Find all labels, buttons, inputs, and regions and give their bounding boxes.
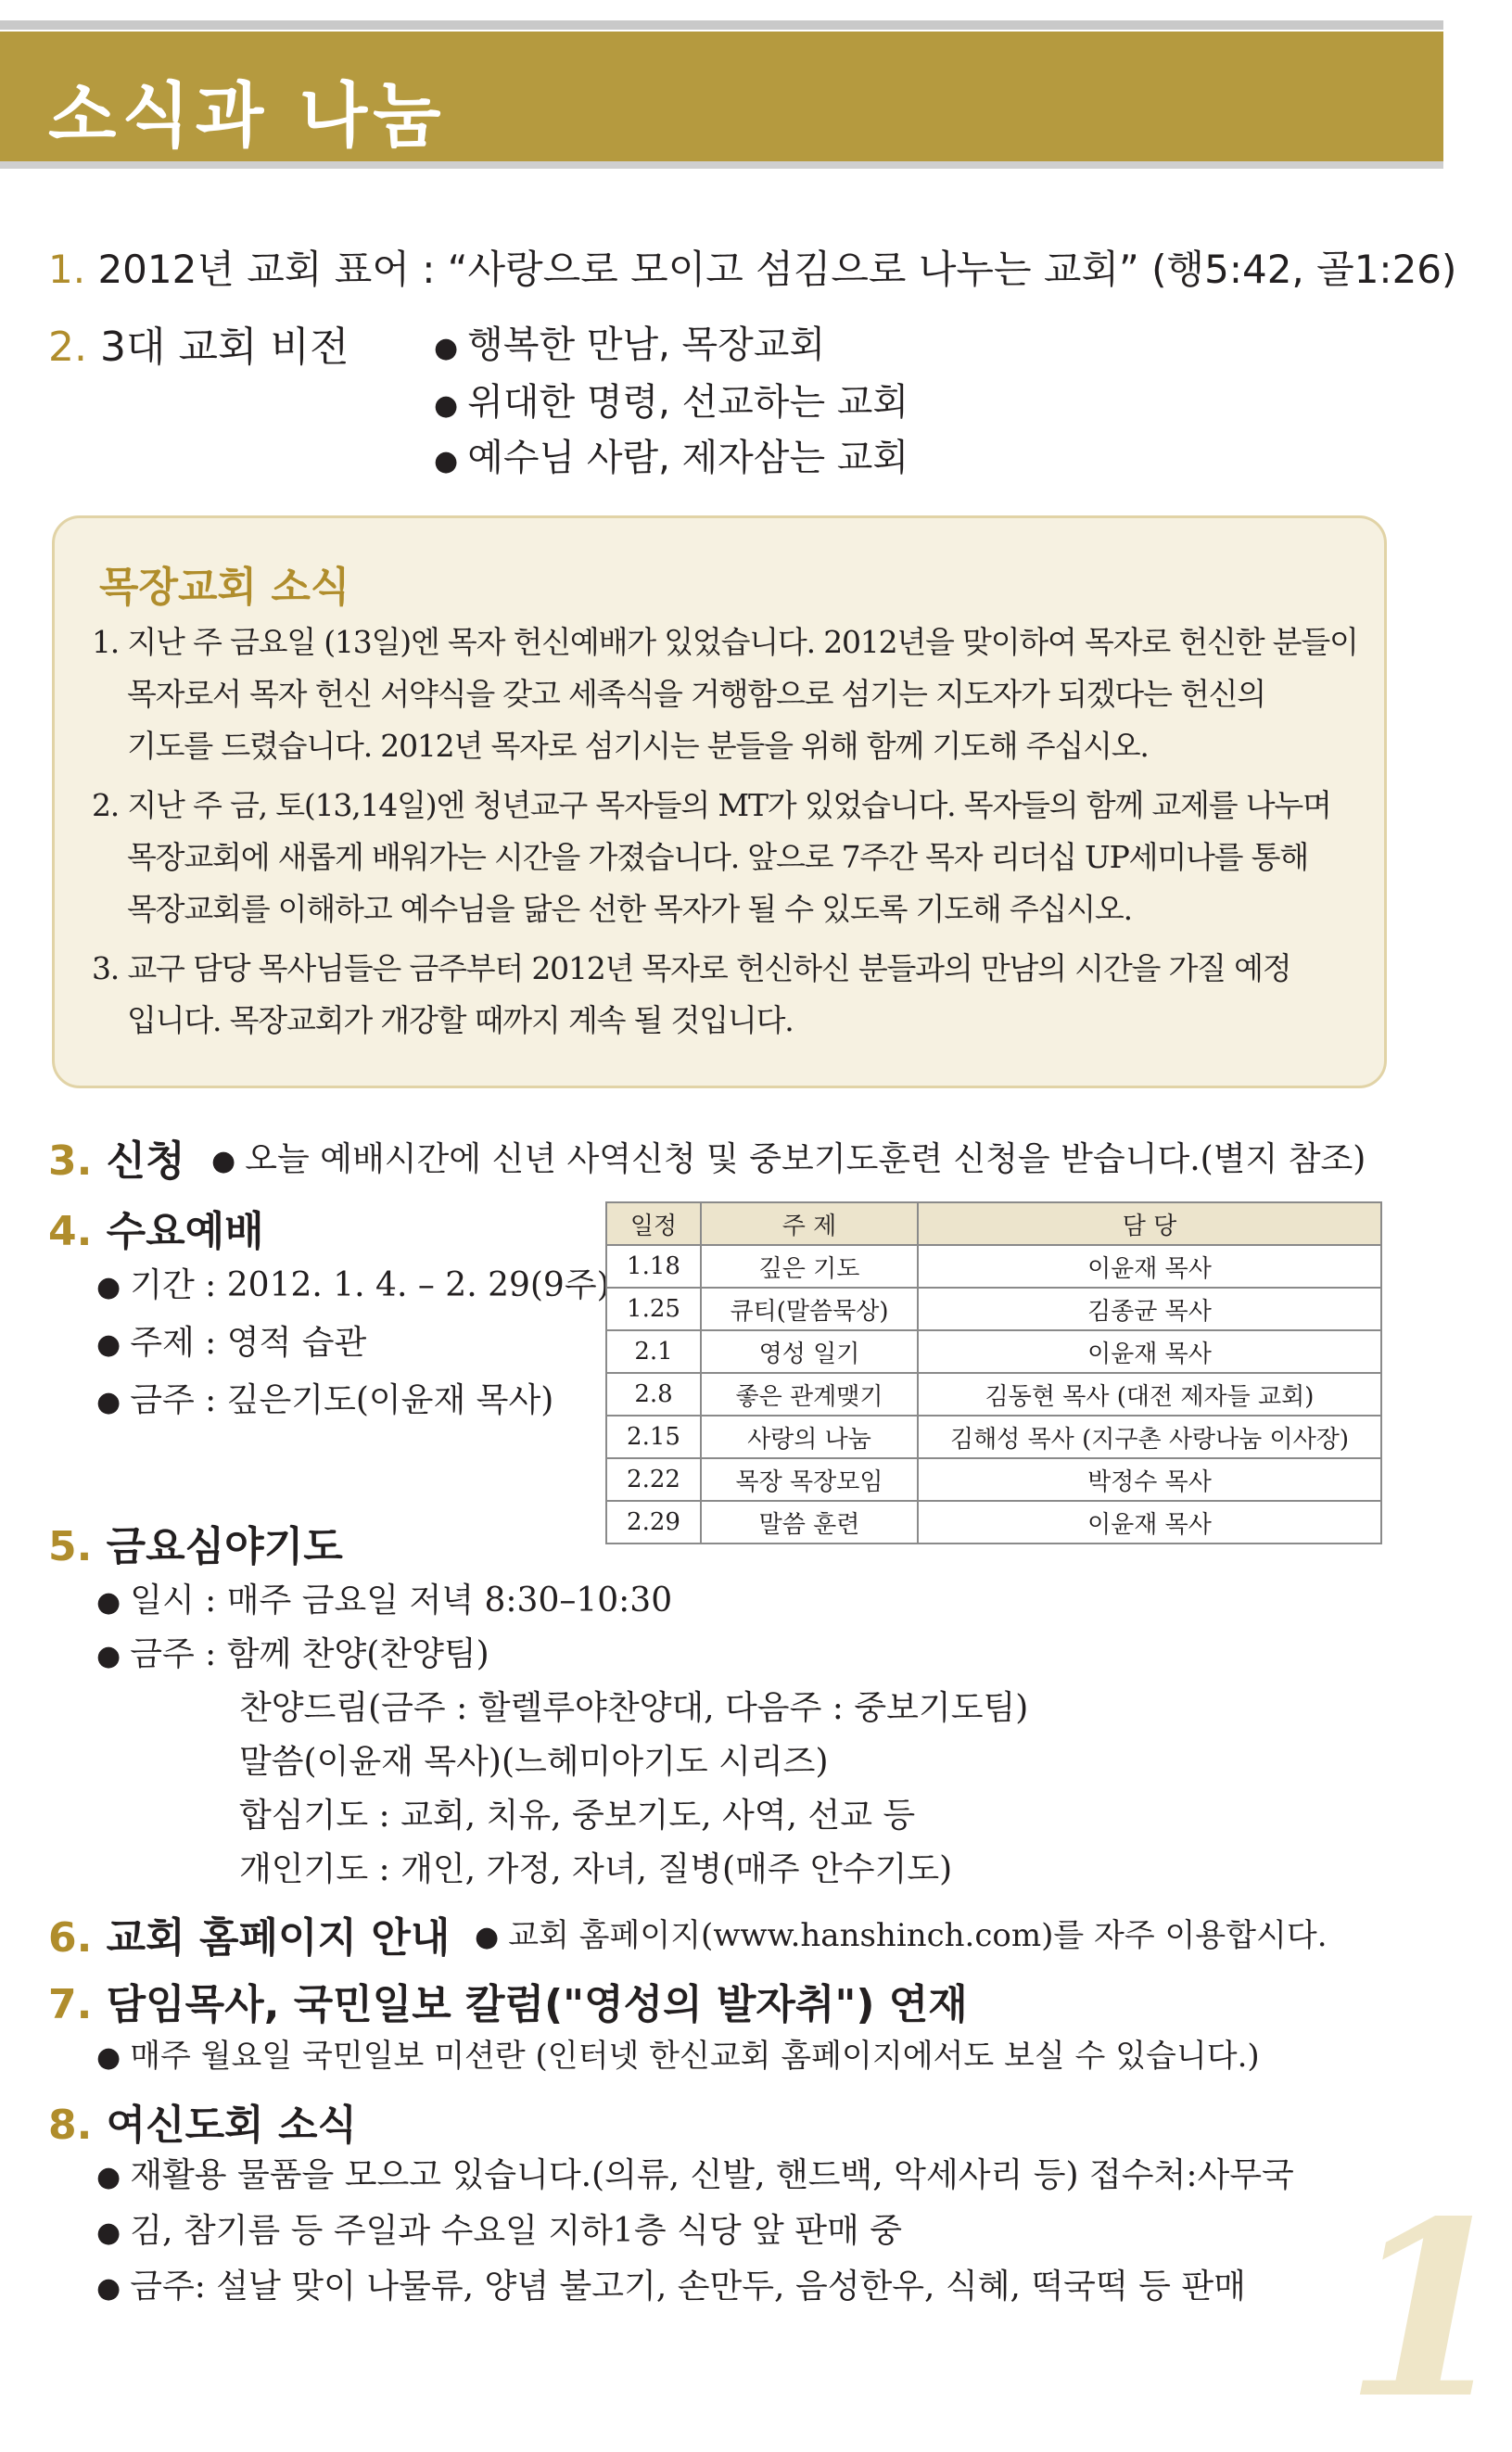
- bullet-icon: ●: [96, 1586, 121, 1619]
- friday-prayer-heading: [48, 1513, 343, 1572]
- speaker-cell: 김종균 목사: [918, 1288, 1381, 1330]
- column-label: 담임목사, 국민일보 칼럼("영성의 발자취") 연재: [106, 1981, 968, 2028]
- mokjang-line: 기도를 드렸습니다. 2012년 목자로 섬기시는 분들을 위해 함께 기도해 주십시오.: [127, 728, 1149, 764]
- topic-cell: 말씀 훈련: [701, 1501, 918, 1544]
- womens-group-item: ● 금주: 설날 맞이 나물류, 양념 불고기, 손만두, 음성한우, 식혜, 떡국떡 등 판매: [96, 2268, 1246, 2306]
- topic-cell: 깊은 기도: [701, 1245, 918, 1288]
- date-cell: 2.1: [606, 1330, 701, 1373]
- wednesday-this-week: ● 금주 : 깊은기도(이윤재 목사): [96, 1381, 554, 1419]
- speaker-cell: 김해성 목사 (지구촌 사랑나눔 이사장): [918, 1416, 1381, 1458]
- table-row: [606, 1373, 1381, 1416]
- bullet-icon: ●: [96, 1386, 121, 1418]
- table-row: [606, 1245, 1381, 1288]
- womens-group-item: ● 재활용 물품을 모으고 있습니다.(의류, 신발, 핸드백, 악세사리 등) 접수처:사무국: [96, 2156, 1294, 2194]
- bullet-icon: ●: [96, 2041, 121, 2074]
- item-number: 7.: [48, 1981, 93, 2028]
- friday-prayer-label: 금요심야기도: [106, 1523, 343, 1570]
- page-number: 1: [1344, 2169, 1512, 2452]
- table-row: [606, 1416, 1381, 1458]
- bullet-icon: ●: [434, 332, 459, 364]
- header-banner: [0, 32, 1443, 169]
- mokjang-line: 입니다. 목장교회가 개강할 때까지 계속 될 것입니다.: [127, 1002, 794, 1038]
- bullet-icon: ●: [434, 445, 459, 477]
- bullet-icon: ●: [96, 1328, 121, 1361]
- bullet-icon: ●: [475, 1921, 500, 1953]
- womens-group-item: ● 김, 참기름 등 주일과 수요일 지하1층 식당 앞 판매 중: [96, 2212, 903, 2250]
- bullet-icon: ●: [211, 1145, 236, 1177]
- womens-group-label: 여신도회 소식: [106, 2102, 358, 2149]
- friday-detail: 말씀(이윤재 목사)(느헤미아기도 시리즈): [239, 1743, 829, 1781]
- page-title: 소식과 나눔: [48, 74, 447, 157]
- vision-item: ● 예수님 사람, 제자삼는 교회: [434, 437, 909, 479]
- bullet-icon: ●: [96, 2217, 121, 2249]
- top-rule: [0, 20, 1443, 30]
- motto-text: 2012년 교회 표어 : “사랑으로 모이고 섬김으로 나누는 교회” (행5:42, 골1:26): [97, 247, 1457, 292]
- homepage-text: ● 교회 홈페이지(www.hanshinch.com)를 자주 이용합시다.: [475, 1917, 1328, 1954]
- date-cell: 1.25: [606, 1288, 701, 1330]
- friday-this-week: ● 금주 : 함께 찬양(찬양팀): [96, 1635, 489, 1673]
- column-header: 일정: [606, 1202, 701, 1245]
- date-cell: 1.18: [606, 1245, 701, 1288]
- mokjang-line: 1. 지난 주 금요일 (13일)엔 목자 헌신예배가 있었습니다. 2012년을 맞이하여 목자로 헌신한 분들이: [92, 624, 1358, 660]
- wednesday-label: 수요예배: [106, 1208, 264, 1255]
- column-header: 담 당: [918, 1202, 1381, 1245]
- mokjang-line: 2. 지난 주 금, 토(13,14일)엔 청년교구 목자들의 MT가 있었습니다. 목자들의 함께 교제를 나누며: [92, 787, 1331, 823]
- friday-time: ● 일시 : 매주 금요일 저녁 8:30–10:30: [96, 1582, 673, 1620]
- topic-cell: 영성 일기: [701, 1330, 918, 1373]
- bullet-icon: ●: [96, 2161, 121, 2193]
- friday-detail: 찬양드림(금주 : 할렐루야찬양대, 다음주 : 중보기도팀): [239, 1689, 1029, 1727]
- womens-group-heading: [48, 2091, 357, 2151]
- mokjang-line: 목장교회에 새롭게 배워가는 시간을 가졌습니다. 앞으로 7주간 목자 리더십 UP세미나를 통해: [127, 839, 1309, 875]
- item-number: 4.: [48, 1208, 93, 1255]
- topic-cell: 사랑의 나눔: [701, 1416, 918, 1458]
- homepage-heading: [48, 1904, 450, 1963]
- speaker-cell: 이윤재 목사: [918, 1245, 1381, 1288]
- homepage-label: 교회 홈페이지 안내: [106, 1914, 451, 1962]
- table-row: [606, 1330, 1381, 1373]
- mokjang-line: 3. 교구 담당 목사님들은 금주부터 2012년 목자로 헌신하신 분들과의 만남의 시간을 가질 예정: [92, 950, 1291, 986]
- bullet-icon: ●: [96, 1271, 121, 1303]
- topic-cell: 큐티(말씀묵상): [701, 1288, 918, 1330]
- mokjang-title: 목장교회 소식: [99, 564, 350, 611]
- wednesday-theme: ● 주제 : 영적 습관: [96, 1324, 367, 1362]
- topic-cell: 좋은 관계맺기: [701, 1373, 918, 1416]
- wednesday-heading: [48, 1198, 264, 1257]
- table-row: [606, 1288, 1381, 1330]
- mokjang-line: 목장교회를 이해하고 예수님을 닮은 선한 목자가 될 수 있도록 기도해 주십시오.: [127, 891, 1132, 927]
- item-number: 1.: [48, 247, 86, 292]
- speaker-cell: 김동현 목사 (대전 제자들 교회): [918, 1373, 1381, 1416]
- item-number: 2.: [48, 324, 87, 371]
- date-cell: 2.22: [606, 1458, 701, 1501]
- date-cell: 2.29: [606, 1501, 701, 1544]
- friday-detail: 개인기도 : 개인, 가정, 자녀, 질병(매주 안수기도): [239, 1850, 953, 1888]
- application-text: ● 오늘 예배시간에 신년 사역신청 및 중보기도훈련 신청을 받습니다.(별지 참조): [211, 1140, 1366, 1178]
- speaker-cell: 박정수 목사: [918, 1458, 1381, 1501]
- bullet-icon: ●: [96, 1640, 121, 1672]
- item-number: 3.: [48, 1137, 93, 1185]
- column-header: 주 제: [701, 1202, 918, 1245]
- table-row: [606, 1458, 1381, 1501]
- column-heading: [48, 1971, 968, 2030]
- item-number: 8.: [48, 2102, 93, 2149]
- wednesday-schedule-table: [605, 1201, 1382, 1544]
- item-number: 5.: [48, 1523, 93, 1570]
- date-cell: 2.8: [606, 1373, 701, 1416]
- friday-detail: 합심기도 : 교회, 치유, 중보기도, 사역, 선교 등: [239, 1797, 916, 1835]
- wednesday-period: ● 기간 : 2012. 1. 4. – 2. 29(9주): [96, 1266, 610, 1304]
- vision-item: ● 위대한 명령, 선교하는 교회: [434, 381, 909, 424]
- application-label: 신청: [106, 1137, 185, 1185]
- bullet-icon: ●: [96, 2272, 121, 2305]
- date-cell: 2.15: [606, 1416, 701, 1458]
- motto-row: [48, 239, 1456, 295]
- table-header-row: [606, 1202, 1381, 1245]
- speaker-cell: 이윤재 목사: [918, 1501, 1381, 1544]
- vision-label: 3대 교회 비전: [99, 324, 349, 371]
- table-row: [606, 1501, 1381, 1544]
- topic-cell: 목장 목장모임: [701, 1458, 918, 1501]
- column-text: ● 매주 월요일 국민일보 미션란 (인터넷 한신교회 홈페이지에서도 보실 수 있습니다.): [96, 2038, 1260, 2075]
- application-heading: [48, 1127, 185, 1187]
- mokjang-news-box: [52, 515, 1387, 1088]
- item-number: 6.: [48, 1914, 93, 1962]
- mokjang-line: 목자로서 목자 헌신 서약식을 갖고 세족식을 거행함으로 섬기는 지도자가 되겠다는 헌신의: [127, 676, 1265, 712]
- bullet-icon: ●: [434, 389, 459, 422]
- speaker-cell: 이윤재 목사: [918, 1330, 1381, 1373]
- vision-item: ● 행복한 만남, 목장교회: [434, 324, 826, 366]
- vision-heading: [48, 313, 349, 373]
